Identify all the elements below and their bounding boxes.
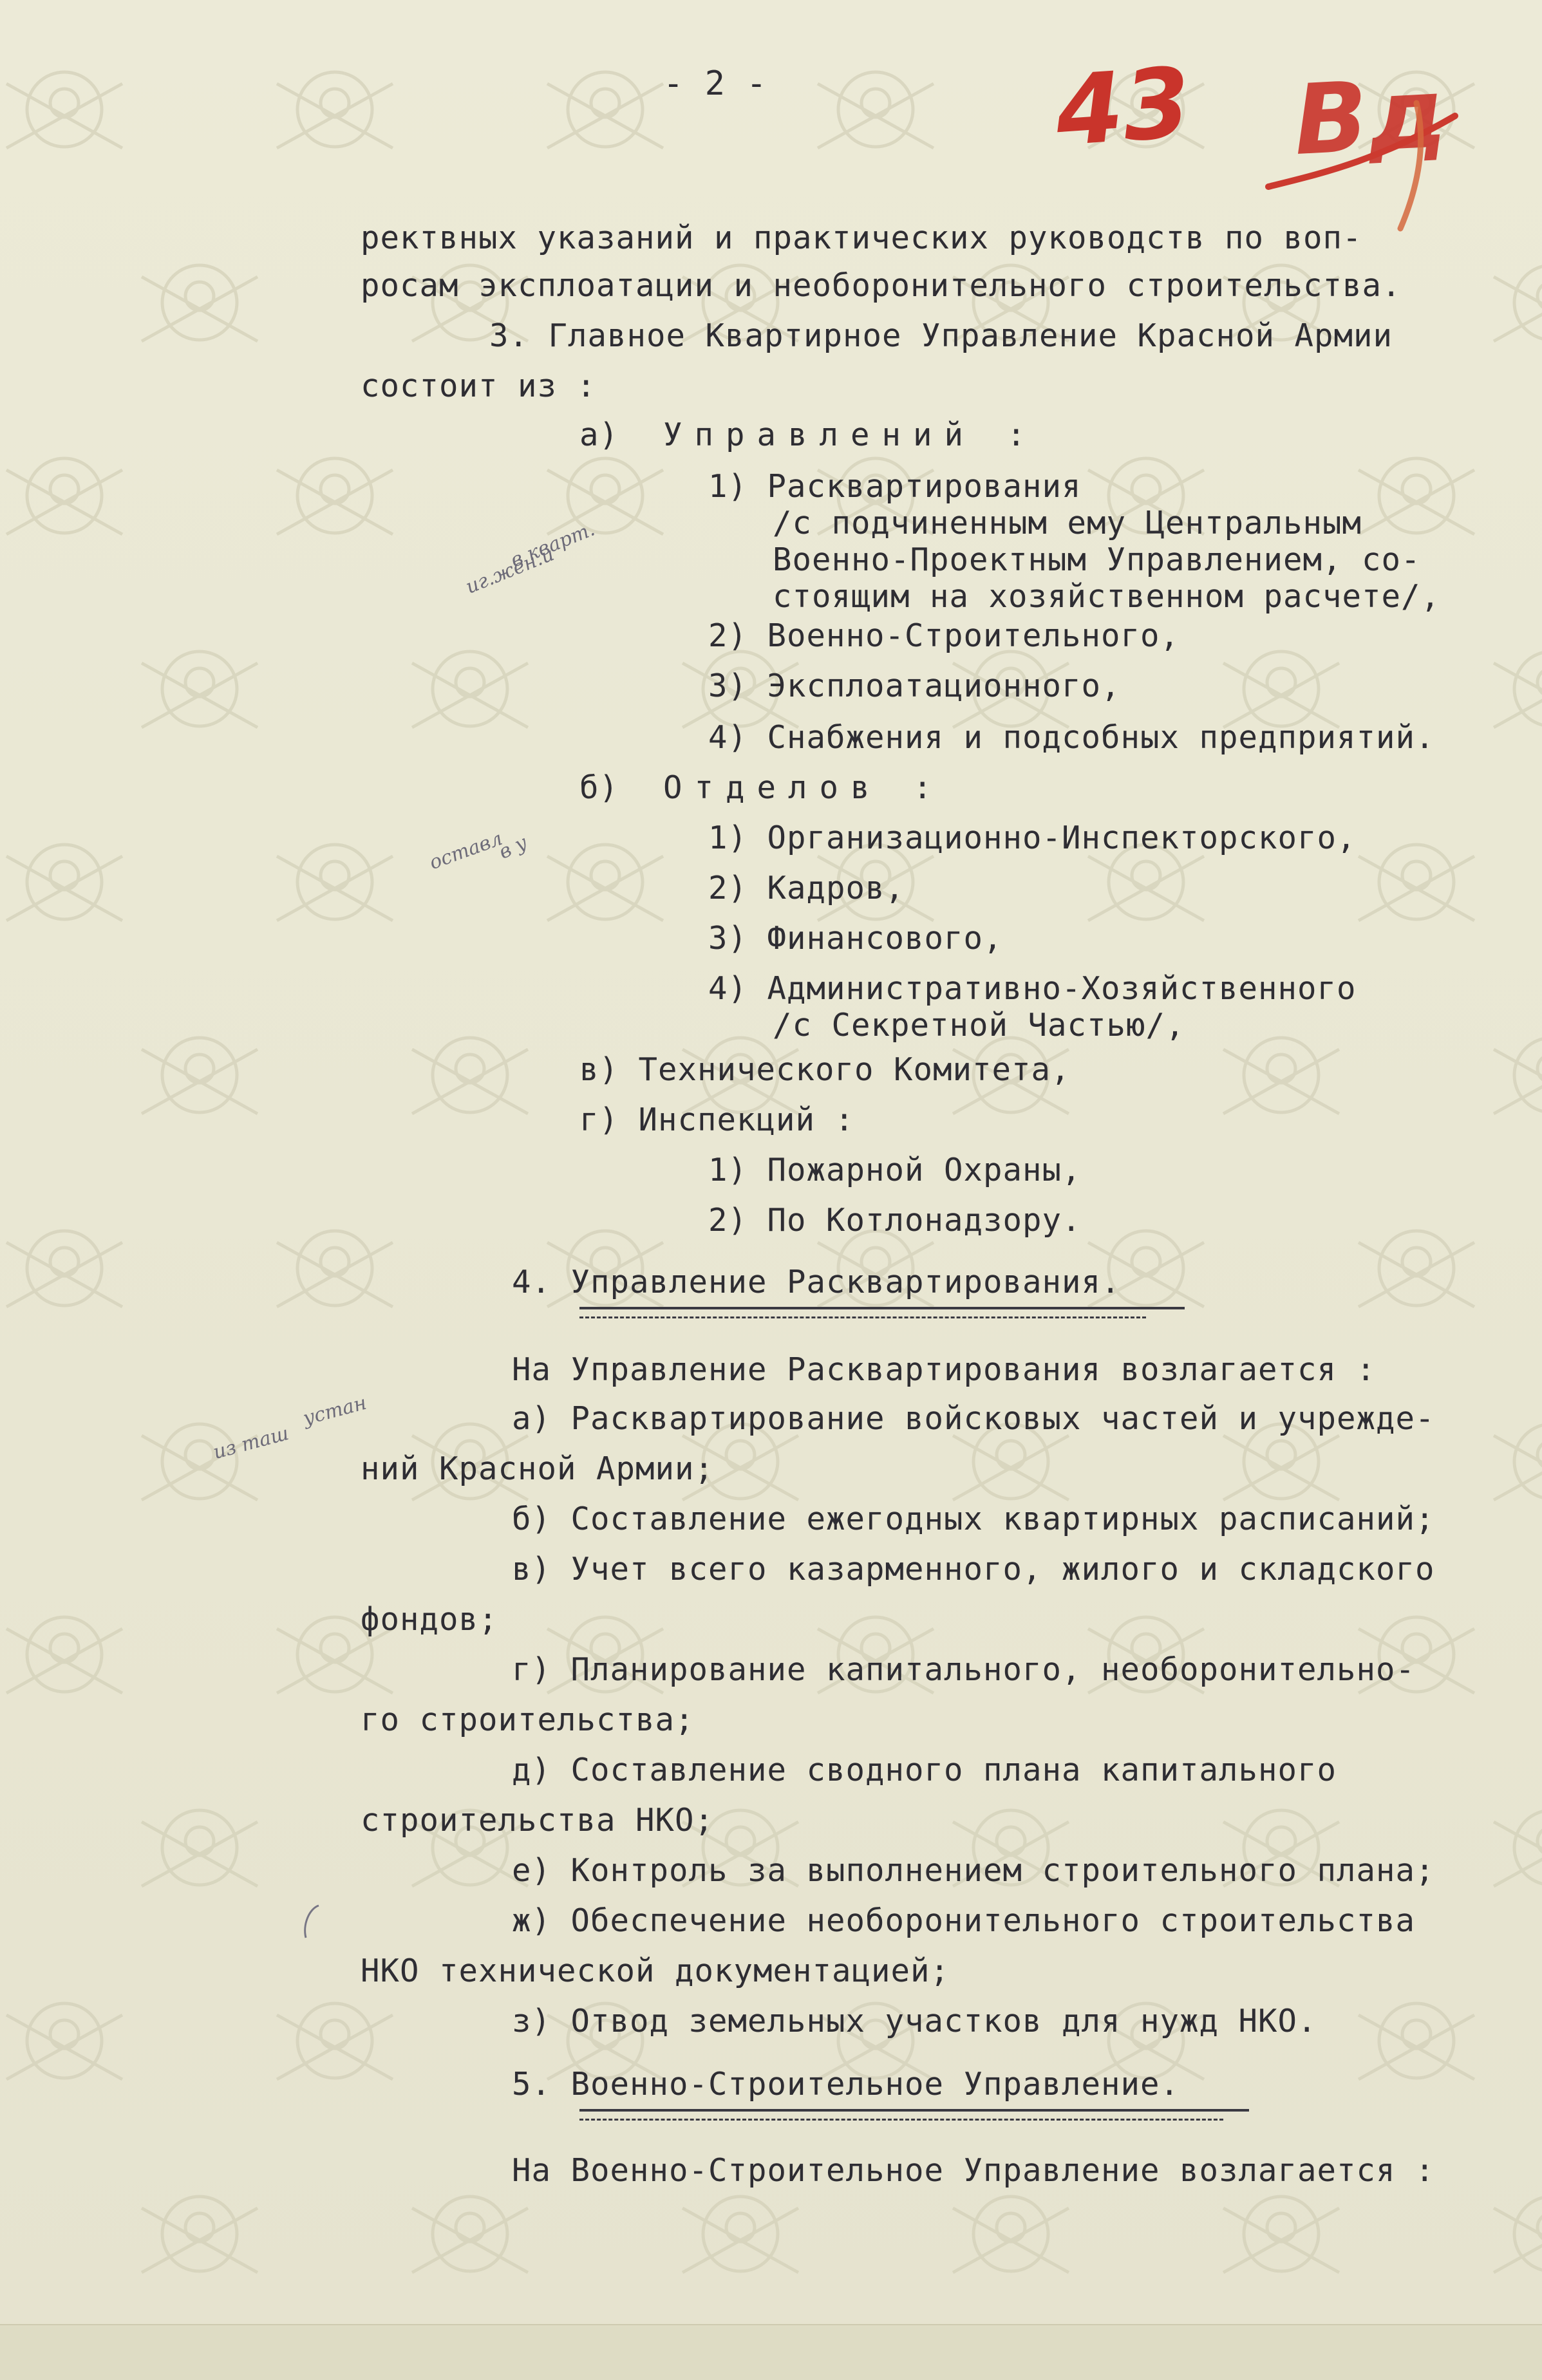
- item-g: г) Инспекций :: [579, 1101, 855, 1138]
- item-a1: 1) Расквартирования: [708, 468, 1082, 505]
- item-a2: 2) Военно-Строительного,: [708, 617, 1180, 654]
- page-bottom-edge: [0, 2324, 1542, 2380]
- pencil-note-5: из таш: [211, 1422, 292, 1464]
- text-line-30: г) Планирование капитального, необоронительно-: [512, 1651, 1416, 1688]
- text-line-29: фондов;: [361, 1601, 498, 1638]
- red-folio-number: 43: [1052, 46, 1194, 169]
- pencil-note-4: в у: [495, 831, 531, 864]
- pencil-note-6: устан: [301, 1391, 370, 1430]
- text-line-4: состоит из :: [361, 368, 597, 404]
- text-line-24: На Управление Расквартирования возлагается :: [512, 1351, 1377, 1388]
- item-b4-sub: /с Секретной Частью/,: [773, 1007, 1185, 1044]
- text-line-37: з) Отвод земельных участков для нужд НКО.: [512, 2003, 1317, 2039]
- item-b3: 3) Финансового,: [708, 920, 1003, 957]
- item-v: в) Технического Комитета,: [579, 1051, 1071, 1088]
- list-b-marker: б): [579, 769, 619, 806]
- item-a1-sub-2: Военно-Проектным Управлением, со-: [773, 541, 1421, 578]
- item-g1: 1) Пожарной Охраны,: [708, 1152, 1082, 1188]
- section-5-heading: 5. Военно-Строительное Управление.: [512, 2066, 1180, 2103]
- text-line-32: д) Составление сводного плана капитального: [512, 1752, 1337, 1788]
- section-3-heading: 3. Главное Квартирное Управление Красной Армии: [489, 317, 1393, 354]
- red-struck-folio-number: Вд: [1291, 57, 1449, 178]
- item-a3: 3) Эксплоатационного,: [708, 668, 1121, 704]
- pencil-note-2: в кварт.: [507, 518, 598, 572]
- page-number: - 2 -: [663, 64, 767, 103]
- text-line-1: ректвных указаний и практических руководств по воп-: [361, 220, 1362, 256]
- text-line-31: го строительства;: [361, 1701, 695, 1738]
- section-5-underline: [579, 2109, 1249, 2112]
- list-b-title: Отделов :: [663, 769, 945, 806]
- section-5-dashline: [579, 2119, 1223, 2121]
- pencil-note-1: иг.жен.и: [462, 543, 558, 599]
- text-line-2: росам эксплоатации и необоронительного строительства.: [361, 267, 1402, 304]
- section-4-dashline: [579, 1316, 1146, 1318]
- list-a-marker: а): [579, 417, 619, 453]
- item-b4: 4) Административно-Хозяйственного: [708, 970, 1357, 1007]
- text-line-27: б) Составление ежегодных квартирных расписаний;: [512, 1501, 1435, 1537]
- pencil-note-3: оставл: [426, 827, 506, 875]
- section-4-heading: 4. Управление Расквартирования.: [512, 1264, 1121, 1300]
- pencil-tick-mark: [293, 1899, 325, 1944]
- text-line-39: На Военно-Строительное Управление возлагается :: [512, 2152, 1435, 2189]
- item-a1-sub-3: стоящим на хозяйственном расчете/,: [773, 578, 1441, 615]
- text-line-35: ж) Обеспечение необоронительного строительства: [512, 1902, 1416, 1939]
- item-b2: 2) Кадров,: [708, 870, 905, 906]
- item-a1-sub-1: /с подчиненным ему Центральным: [773, 505, 1362, 541]
- item-b1: 1) Организационно-Инспекторского,: [708, 820, 1357, 856]
- text-line-33: строительства НКО;: [361, 1802, 715, 1839]
- text-line-25: а) Расквартирование войсковых частей и учрежде-: [512, 1400, 1435, 1437]
- text-line-36: НКО технической документацией;: [361, 1953, 950, 1989]
- text-line-34: е) Контроль за выполнением строительного плана;: [512, 1852, 1435, 1889]
- red-strike-mark: [1262, 77, 1481, 232]
- item-a4: 4) Снабжения и подсобных предприятий.: [708, 719, 1435, 756]
- text-line-26: ний Красной Армии;: [361, 1450, 715, 1487]
- list-a-title: Управлений :: [663, 417, 1039, 453]
- section-4-underline: [579, 1307, 1185, 1309]
- text-line-28: в) Учет всего казарменного, жилого и складского: [512, 1551, 1435, 1588]
- item-g2: 2) По Котлонадзору.: [708, 1202, 1082, 1239]
